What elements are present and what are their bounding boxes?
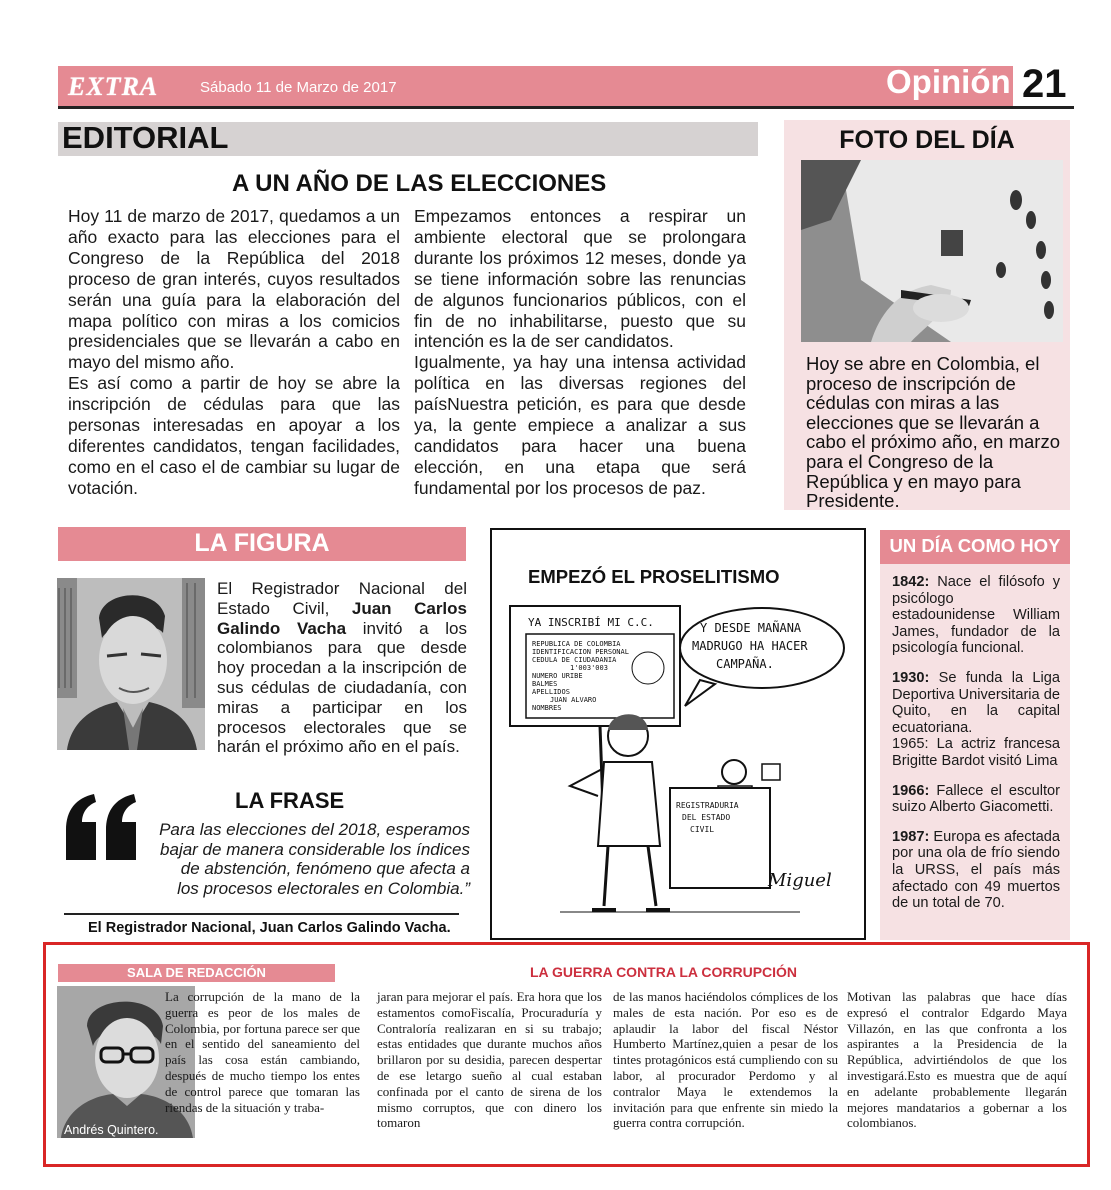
la-frase-quote: Para las elecciones del 2018, esperamos bajar de manera considerable los índices de abstención, fenómeno que afecta a los procesos electorales en Colombia.” — [159, 820, 470, 898]
history-entry — [892, 783, 1060, 816]
editorial-headline: A UN AÑO DE LAS ELECCIONES — [232, 170, 607, 197]
la-figura-text — [217, 579, 467, 757]
la-figura-title: LA FIGURA — [194, 529, 330, 557]
cartoon-desk-line: CIVIL — [690, 825, 715, 834]
frase-divider — [64, 913, 459, 915]
history-text: Europa es afectada por una ola de frío siendo la URSS, el país más afectado con 49 muertos de un total de 70. — [892, 828, 1060, 912]
sala-de-redaccion-label: SALA DE REDACCIÓN — [127, 965, 266, 980]
editorial-paragraph: Igualmente, ya hay una intensa actividad política en las diversas regiones del paísNuestra petición, es para que desde ya, la gente empiece a analizar a sus candidatos para hacer una buena elección, en una etapa que será fundamental por los procesos de paz. — [414, 352, 746, 498]
un-dia-como-hoy-list — [892, 574, 1060, 925]
cartoon-card-line: APELLIDOS — [532, 688, 570, 696]
cartoon-card-line: NOMBRES — [532, 704, 562, 712]
cartoon-sign-text: YA INSCRIBÍ MI C.C. — [528, 616, 654, 629]
history-entry — [892, 670, 1060, 770]
cartoon-desk-line: REGISTRADURIA — [676, 801, 739, 810]
cartoon-speech-line: MADRUGO HA HACER — [692, 639, 808, 653]
newspaper-logo: EXTRA — [68, 72, 159, 101]
history-year: 1987: — [892, 828, 930, 845]
column-text-3: de las manos haciéndolos cómplices de los males de esta nación. Por eso es de aplaudir la labor del fiscal Néstor Humberto Martínez,quien a pesar de los tintes protagónicos está cumpliendo con su labor, al procurador Perdomo y al contralor Maya le extendemos la invitación para que enfrente sin miedo la guerra contra corrupción. — [613, 989, 838, 1131]
cartoon-speech-line: CAMPAÑA. — [716, 657, 774, 671]
editorial-column-1 — [68, 206, 400, 499]
column-headline: LA GUERRA CONTRA LA CORRUPCIÓN — [530, 964, 798, 980]
cartoon-speech-line: Y DESDE MAÑANA — [700, 621, 802, 635]
history-text: Nace el filósofo y psicólogo estadounidense William James, fundador de la psicología funcional. — [892, 574, 1060, 657]
editorial-paragraph: Hoy 11 de marzo de 2017, quedamos a un año exacto para las elecciones para el Congreso de la República del 2018 proceso de gran interés, cuyos resultados serán una guía para la elaboración del mapa político con miras a los comicios presidenciales que se llevarán a cabo en mayo del mismo año. — [68, 206, 400, 373]
cartoon-card-line: JUAN ALVARO — [550, 696, 597, 704]
cartoon-drawing — [500, 596, 852, 930]
issue-date: Sábado 11 de Marzo de 2017 — [200, 79, 397, 96]
header-rule — [58, 106, 1074, 109]
cartoon-card-line: BALMES — [532, 680, 558, 688]
editorial-column-2 — [414, 206, 746, 499]
cartoon-card-line: CEDULA DE CIUDADANIA — [532, 656, 617, 664]
editorial-paragraph: Empezamos entonces a respirar un ambiente electoral que se prolongara durante los próximos 12 meses, donde ya se tiene información sobre las renuncias de algunos funcionarios públicos, con el fin de no inhabilitarse, puesto que su intención es la de ser candidatos. — [414, 206, 746, 352]
cartoon-card-line: REPUBLICA DE COLOMBIA — [532, 640, 621, 648]
la-frase-attribution: El Registrador Nacional, Juan Carlos Galindo Vacha. — [88, 920, 451, 936]
cartoonist-signature: Miguel — [768, 870, 832, 891]
column-text-1: La corrupción de la mano de la guerra es peor de los males de Colombia, por fortuna parece ser que en el sentido del saneamiento del país las cosa están cambiando, después de mucho tiempo los entes de control parece que tomaran las riendas de la situación y traba- — [165, 989, 360, 1115]
cartoon-card-line: 1'003'003 — [570, 664, 608, 672]
history-entry — [892, 574, 1060, 657]
history-year: 1930: — [892, 669, 930, 686]
page-number: 21 — [1022, 62, 1067, 106]
cartoon-card-line: IDENTIFICACION PERSONAL — [532, 648, 629, 656]
photo-of-day-image — [801, 160, 1063, 342]
quote-mark-icon — [62, 790, 142, 862]
photo-of-day-title: FOTO DEL DÍA — [839, 126, 1015, 154]
la-frase-title: LA FRASE — [235, 788, 345, 813]
photo-of-day-caption: Hoy se abre en Colombia, el proceso de inscripción de cédulas con miras a las elecciones que se llevarán a cabo el próximo año, en marzo para el Congreso de la República y en mayo para Presidente. — [806, 353, 1060, 512]
un-dia-como-hoy-title: UN DÍA COMO HOY — [889, 535, 1061, 556]
cartoon-title: EMPEZÓ EL PROSELITISMO — [528, 566, 780, 587]
history-text: Fallece el escultor suizo Alberto Giacometti. — [892, 782, 1060, 816]
figura-text-intro: El Registrador Nacional del Estado Civil, — [217, 579, 467, 618]
history-entry — [892, 829, 1060, 912]
figura-text-body: invitó a los colombianos para que desde hoy procedan a la inscripción de sus cédulas de ciudadanía, con miras a participar en los procesos electorales que se harán el próximo año en el país. — [217, 618, 467, 757]
column-text-2: jaran para mejorar el país. Era hora que los estamentos comoFiscalía, Procuraduría y Contraloría realizaran en si su trabajo; estas entidades que durante muchos años brillaron por su desidia, parecen despertar de ese letargo sueño al cual estaban confinada por el canto de sirena de los mismo corruptos, que con dinero los tomaron — [377, 989, 602, 1131]
history-year: 1966: — [892, 782, 930, 799]
column-text-4: Motivan las palabras que hace días expresó el contralor Edgardo Maya Villazón, en las que confronta a los aspirantes a la Presidencia de la República, advirtiéndolos de que los investigará.Esto es muestra que de aquí en adelante probablemente llegarán mejores mandatarios a gobernar a los colombianos. — [847, 989, 1067, 1131]
figura-person-name: Juan Carlos Galindo Vacha — [217, 598, 467, 638]
columnist-name: Andrés Quintero. — [64, 1123, 159, 1137]
cartoon-desk-line: DEL ESTADO — [682, 813, 731, 822]
section-name: Opinión — [886, 63, 1011, 100]
editorial-label: EDITORIAL — [62, 120, 229, 155]
history-text: 1965: La actriz francesa Brigitte Bardot visitó Lima — [892, 736, 1060, 769]
history-year: 1842: — [892, 574, 930, 590]
history-text: Se funda la Liga Deportiva Universitaria de Quito, en la capital ecuatoriana. — [892, 669, 1060, 736]
registrar-portrait — [57, 578, 205, 750]
editorial-paragraph: Es así como a partir de hoy se abre la inscripción de cédulas para que las personas interesadas en apoyar a los diferentes candidatos, tengan facilidades, como en el caso el de cambiar su lugar de votación. — [68, 373, 400, 498]
cartoon-card-line: NUMERO URIBE — [532, 672, 583, 680]
